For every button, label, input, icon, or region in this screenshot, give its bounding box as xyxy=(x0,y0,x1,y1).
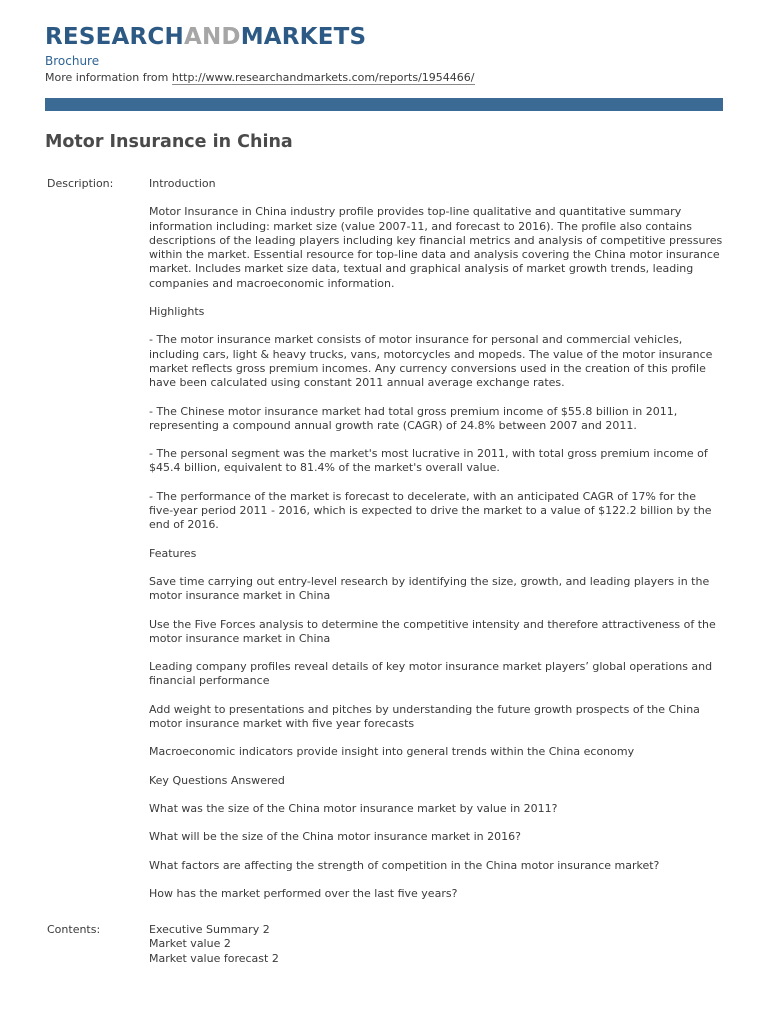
description-paragraph: Leading company profiles reveal details of key motor insurance market players’ global operations and financial performance xyxy=(149,660,713,688)
contents-label: Contents: xyxy=(47,923,101,936)
description-paragraph: - The personal segment was the market's most lucrative in 2011, with total gross premium income of $45.4 billion, equivalent to 81.4% of the market's overall value. xyxy=(149,447,708,475)
description-paragraph: Motor Insurance in China industry profile provides top-line qualitative and quantitative summary information including: market size (value 2007-11, and forecast to 2016). The profile also contains descriptions of the leading players including key financial metrics and analysis of competitive pressures within the market. Essential resource for top-line data and analysis covering the China motor insurance market. Includes market size data, textual and graphical analysis of market growth trends, leading companies and macroeconomic information. xyxy=(149,205,723,290)
description-paragraph: Add weight to presentations and pitches by understanding the future growth prospects of the China motor insurance market with five year forecasts xyxy=(149,702,700,731)
description-paragraph: Introduction xyxy=(149,177,216,190)
description-paragraph: Macroeconomic indicators provide insight into general trends within the China economy xyxy=(149,745,635,759)
description-paragraph: Save time carrying out entry-level research by identifying the size, growth, and leading players in the motor insurance market in China xyxy=(149,574,710,603)
researchandmarkets-logo xyxy=(45,22,366,52)
contents-list xyxy=(149,923,723,966)
description-paragraph: Highlights xyxy=(149,305,205,319)
description-paragraph: How has the market performed over the last five years? xyxy=(149,886,458,900)
contents-item: Executive Summary 2 xyxy=(149,923,270,936)
description-paragraph: - The Chinese motor insurance market had total gross premium income of $55.8 billion in 2011, representing a compound annual growth rate (CAGR) of 24.8% between 2007 and 2011. xyxy=(149,404,678,432)
more-info-line xyxy=(45,70,475,85)
more-info-prefix: More information from xyxy=(45,71,172,84)
description-label: Description: xyxy=(47,177,114,190)
contents-item: Market value 2 xyxy=(149,937,231,951)
description-paragraph: Features xyxy=(149,546,197,560)
logo-and-text: AND xyxy=(183,24,241,50)
logo-markets-text: MARKETS xyxy=(240,24,367,50)
logo-research-text: RESEARCH xyxy=(45,24,184,50)
brochure-label: Brochure xyxy=(45,54,100,68)
report-url-link[interactable]: http://www.researchandmarkets.com/reports/1954466/ xyxy=(171,71,475,84)
description-body xyxy=(149,177,723,915)
description-paragraph: Use the Five Forces analysis to determine the competitive intensity and therefore attractiveness of the motor insurance market in China xyxy=(149,617,716,645)
header-divider-bar xyxy=(45,98,723,111)
description-paragraph: What was the size of the China motor insurance market by value in 2011? xyxy=(149,801,558,815)
description-paragraph: - The motor insurance market consists of motor insurance for personal and commercial vehicles, including cars, light & heavy trucks, vans, motorcycles and mopeds. The value of the motor insurance market reflects gross premium incomes. Any currency conversions used in the creation of this profile have been calculated using constant 2011 annual average exchange rates. xyxy=(149,333,713,390)
description-paragraph: What factors are affecting the strength of competition in the China motor insurance market? xyxy=(149,858,660,872)
description-paragraph: Key Questions Answered xyxy=(149,773,285,787)
description-paragraph: - The performance of the market is forecast to decelerate, with an anticipated CAGR of 17% for the five-year period 2011 - 2016, which is expected to drive the market to a value of $122.2 billion by the end of 2016. xyxy=(149,489,712,532)
contents-item: Market value forecast 2 xyxy=(149,951,279,965)
description-paragraph: What will be the size of the China motor insurance market in 2016? xyxy=(149,830,521,844)
page-title: Motor Insurance in China xyxy=(45,132,293,152)
